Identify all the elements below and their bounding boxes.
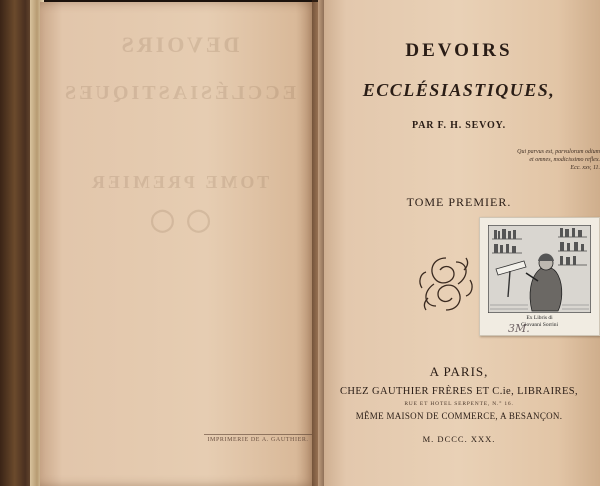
imprint-place: A PARIS,: [429, 364, 489, 379]
volume-label: TOME PREMIER.: [406, 195, 512, 209]
book-gutter: [312, 0, 324, 486]
bookplate-caption-line: Giovanni Sorrini: [520, 322, 559, 328]
printer-note: IMPRIMERIE DE A. GAUTHIER.: [204, 434, 312, 443]
left-page: [40, 2, 318, 486]
epigraph: [470, 148, 600, 172]
show-through-ghost: TOME PREMIER: [88, 172, 270, 192]
imprint-publisher: CHEZ GAUTHIER FRÈRES ET C.ie, LIBRAIRES,: [339, 386, 579, 397]
handwritten-mark: 3M.: [508, 322, 530, 335]
scholar-engraving-icon: [488, 225, 591, 313]
bookplate-caption-line: Ex Libris di: [526, 315, 553, 321]
author: PAR F. H. SEVOY.: [412, 120, 506, 131]
imprint-address: RUE ET HOTEL SERPENTE, N.° 16.: [404, 401, 514, 407]
epigraph-line: et omnes, modicissimo reflex.: [529, 157, 600, 163]
ex-libris-bookplate: [479, 217, 600, 336]
title-line-1: DEVOIRS: [405, 40, 513, 61]
bookplate-caption: [480, 315, 599, 329]
monogram-ornament-icon: [414, 252, 478, 316]
imprint-branch: MÊME MAISON DE COMMERCE, A BESANÇON.: [355, 411, 563, 421]
imprint-date: M. DCCC. XXX.: [422, 434, 496, 444]
show-through-ghost: DEVOIRS: [118, 32, 240, 57]
title-line-2: ECCLÉSIASTIQUES,: [362, 80, 556, 100]
epigraph-line: Qui parvus est, parvulorum odium: [517, 149, 600, 155]
epigraph-line: Ecc. xxv, 11.: [570, 165, 600, 171]
show-through-ghost: ◯ ◯: [147, 207, 211, 232]
show-through-ghost: ECCLÉSIASTIQUES: [62, 82, 296, 104]
